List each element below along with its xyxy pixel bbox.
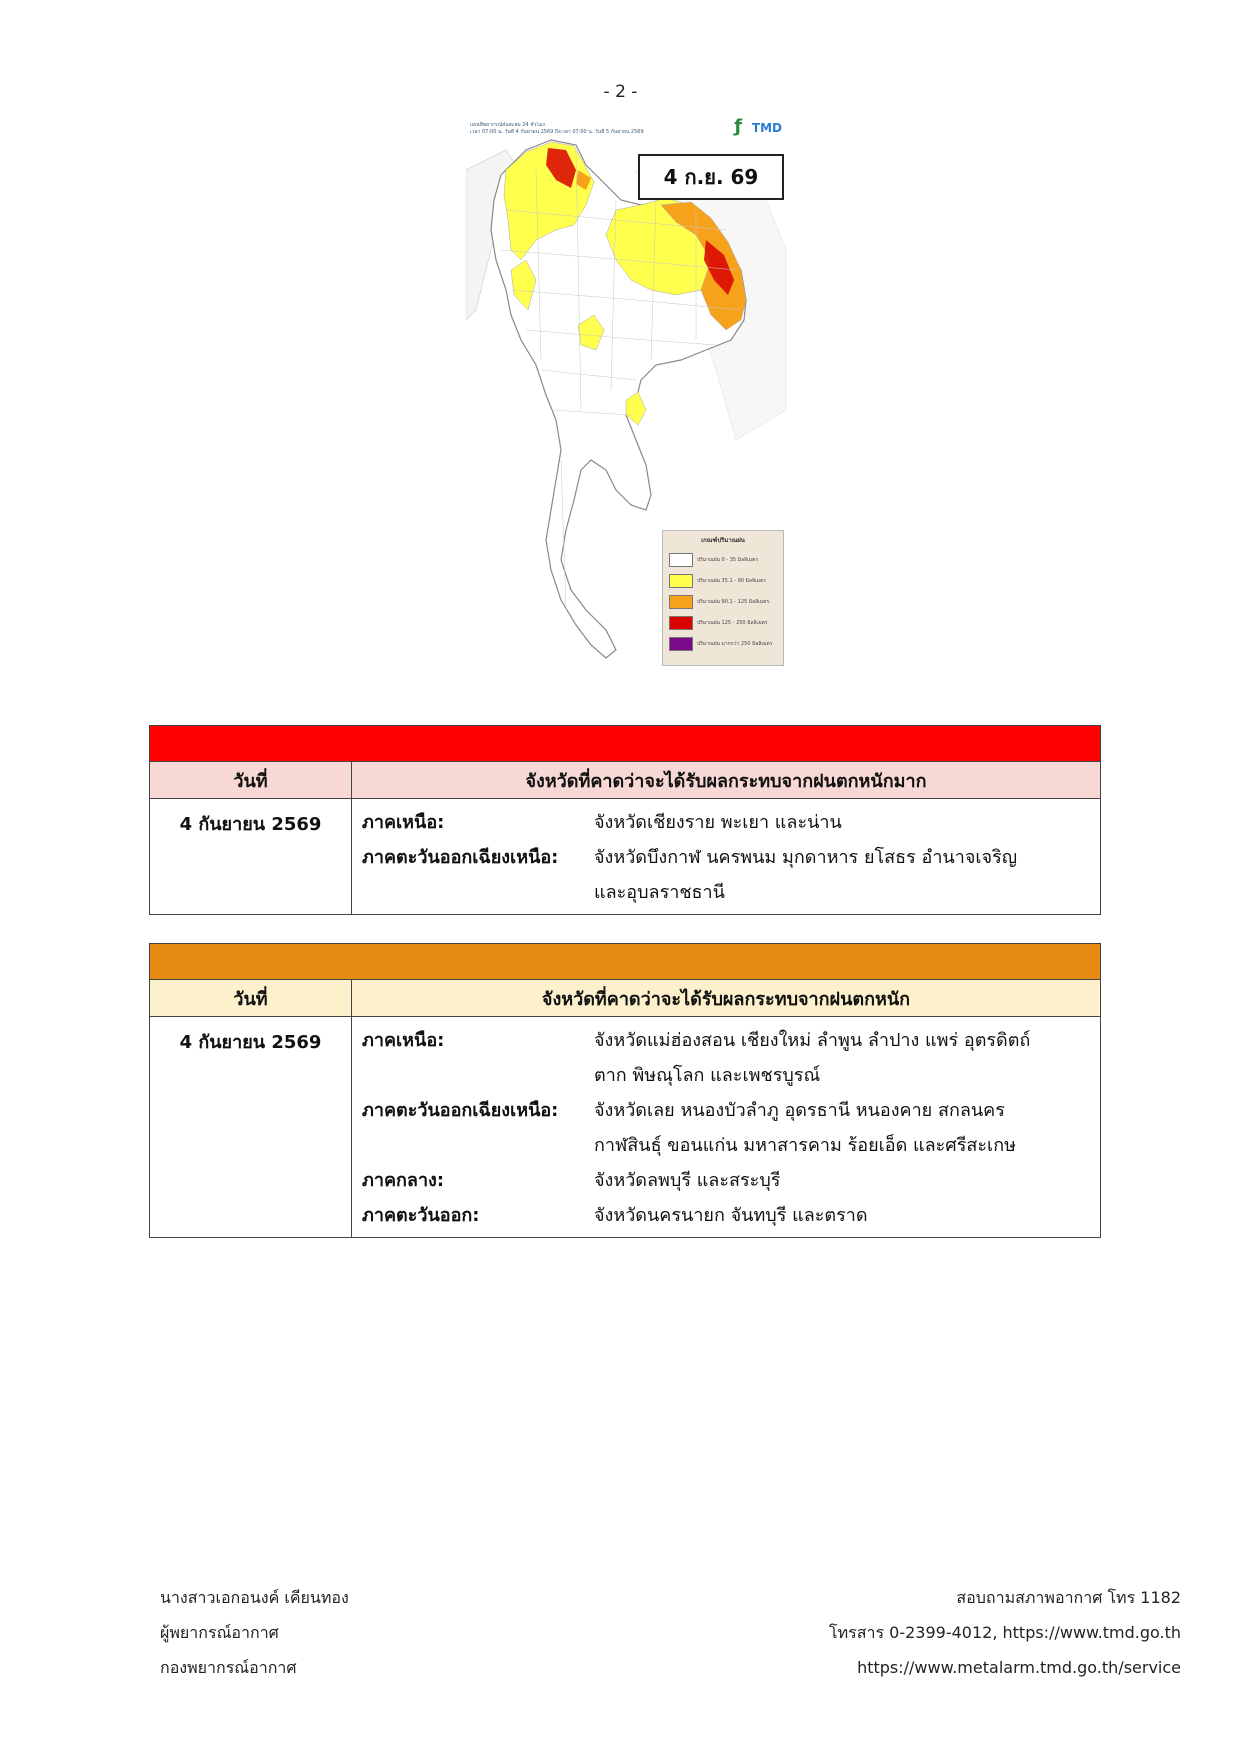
heavy-warning-bar	[150, 944, 1100, 980]
map-caption-line2: เวลา 07:00 น. วันที่ 4 กันยายน 2569 ถึงเวลา 07:00 น. วันที่ 5 กันยายน 2569	[470, 129, 644, 135]
region-name: ภาคตะวันออกเฉียงเหนือ:	[362, 1100, 559, 1121]
contact-info	[829, 1580, 1181, 1685]
region-name-empty	[362, 1058, 594, 1093]
region-line	[362, 1093, 1090, 1128]
legend-item	[669, 549, 777, 570]
forecaster-title: ผู้พยากรณ์อากาศ	[160, 1623, 279, 1642]
forecaster-name: นางสาวเอกอนงค์ เคียนทอง	[160, 1588, 349, 1607]
legend-label: ปริมาณฝน 90.1 - 125 มิลลิเมตร	[697, 598, 770, 605]
region-line	[362, 840, 1090, 875]
region-provinces: จังหวัดแม่ฮ่องสอน เชียงใหม่ ลำพูน ลำปาง แพร่ อุตรดิตถ์	[594, 1030, 1031, 1051]
very-heavy-warning-bar	[150, 726, 1100, 762]
header-date: วันที่	[150, 980, 352, 1016]
tmd-logo: TMD	[751, 121, 782, 135]
region-provinces: จังหวัดบึงกาฬ นครพนม มุกดาหาร ยโสธร อำนาจเจริญ	[594, 847, 1018, 868]
contact-service-link[interactable]: https://www.metalarm.tmd.go.th/service	[857, 1658, 1181, 1677]
region-name: ภาคเหนือ:	[362, 812, 445, 833]
map-logos	[734, 116, 782, 137]
region-line	[362, 1023, 1090, 1058]
legend-label: ปริมาณฝน 125 - 250 มิลลิเมตร	[697, 619, 768, 626]
region-provinces: จังหวัดลพบุรี และสระบุรี	[594, 1170, 781, 1191]
legend-title: เกณฑ์ปริมาณฝน	[701, 537, 745, 544]
region-provinces: และอุบลราชธานี	[594, 882, 725, 903]
legend-label: ปริมาณฝน มากกว่า 250 มิลลิเมตร	[697, 640, 773, 647]
legend-swatch	[669, 637, 693, 651]
legend-swatch	[669, 574, 693, 588]
map-date-label: 4 ก.ย. 69	[638, 154, 784, 200]
legend-item	[669, 591, 777, 612]
table-row	[150, 799, 1100, 914]
header-date: วันที่	[150, 762, 352, 798]
map-caption	[470, 122, 720, 136]
region-provinces: ตาก พิษณุโลก และเพชรบูรณ์	[594, 1065, 821, 1086]
legend-label: ปริมาณฝน 0 - 35 มิลลิเมตร	[697, 556, 759, 563]
region-name-empty	[362, 875, 594, 910]
legend-swatch	[669, 553, 693, 567]
region-line	[362, 1198, 1090, 1233]
table-header-row	[150, 762, 1100, 799]
page-number: - 2 -	[603, 82, 638, 102]
forecaster-signature	[160, 1580, 349, 1685]
region-name: ภาคตะวันออกเฉียงเหนือ:	[362, 847, 559, 868]
region-provinces: จังหวัดเชียงราย พะเยา และน่าน	[594, 812, 842, 833]
row-regions	[352, 799, 1100, 914]
legend-swatch	[669, 595, 693, 609]
region-name: ภาคตะวันออก:	[362, 1205, 480, 1226]
legend-item	[669, 612, 777, 633]
table-header-row	[150, 980, 1100, 1017]
row-regions	[352, 1017, 1100, 1237]
tmd-emblem-icon: ƒ	[734, 116, 743, 137]
region-provinces: กาฬสินธุ์ ขอนแก่น มหาสารคาม ร้อยเอ็ด และศรีสะเกษ	[594, 1135, 1016, 1156]
header-provinces: จังหวัดที่คาดว่าจะได้รับผลกระทบจากฝนตกหนัก	[541, 988, 911, 1010]
region-provinces: จังหวัดเลย หนองบัวลำภู อุดรธานี หนองคาย สกลนคร	[594, 1100, 1005, 1121]
forecaster-division: กองพยากรณ์อากาศ	[160, 1658, 297, 1677]
row-date: 4 กันยายน 2569	[150, 1017, 352, 1237]
legend-label: ปริมาณฝน 35.1 - 90 มิลลิเมตร	[697, 577, 766, 584]
region-name: ภาคเหนือ:	[362, 1030, 445, 1051]
region-provinces: จังหวัดนครนายก จันทบุรี และตราด	[594, 1205, 868, 1226]
very-heavy-rain-table	[149, 725, 1101, 915]
region-line	[362, 875, 1090, 910]
region-line	[362, 805, 1090, 840]
heavy-rain-table	[149, 943, 1101, 1238]
region-line	[362, 1128, 1090, 1163]
table-row	[150, 1017, 1100, 1237]
rainfall-legend	[662, 530, 784, 666]
region-line	[362, 1058, 1090, 1093]
legend-item	[669, 633, 777, 654]
rainfall-forecast-map	[466, 110, 788, 666]
legend-swatch	[669, 616, 693, 630]
header-provinces: จังหวัดที่คาดว่าจะได้รับผลกระทบจากฝนตกหนักมาก	[525, 770, 927, 792]
contact-phone: สอบถามสภาพอากาศ โทร 1182	[956, 1588, 1181, 1607]
map-caption-line1: แผนที่พยากรณ์ฝนสะสม 24 ชั่วโมง	[470, 122, 545, 128]
region-name-empty	[362, 1128, 594, 1163]
contact-fax-website: โทรสาร 0-2399-4012, https://www.tmd.go.th	[829, 1623, 1181, 1642]
region-name: ภาคกลาง:	[362, 1170, 445, 1191]
legend-item	[669, 570, 777, 591]
region-line	[362, 1163, 1090, 1198]
row-date: 4 กันยายน 2569	[150, 799, 352, 914]
